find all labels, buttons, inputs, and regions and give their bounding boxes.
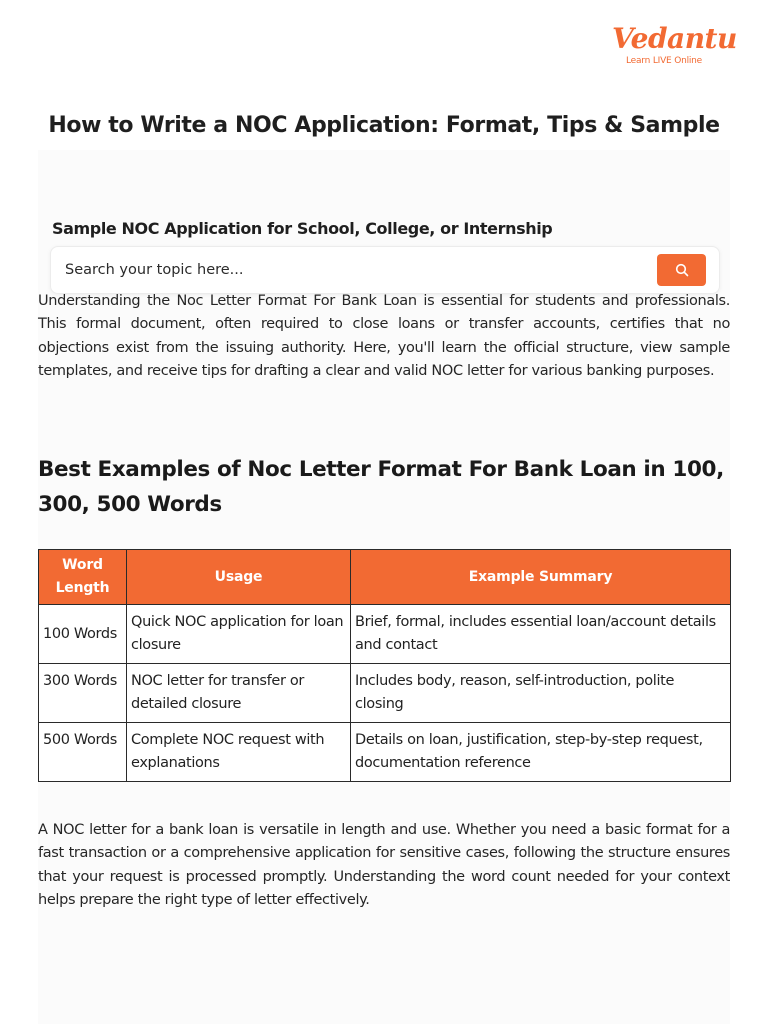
section-heading: Sample NOC Application for School, College, or Internship <box>52 219 553 238</box>
summary-cell: Details on loan, justification, step-by-step request, documentation reference <box>351 723 731 782</box>
usage-cell: Complete NOC request with explanations <box>127 723 351 782</box>
search-bar <box>50 246 720 294</box>
word-length-table <box>38 549 731 782</box>
summary-cell: Brief, formal, includes essential loan/account details and contact <box>351 605 731 664</box>
intro-paragraph: Understanding the Noc Letter Format For Bank Loan is essential for students and professionals. This formal document, often required to close loans or transfer accounts, certifies that no objections exist from the issuing authority. Here, you'll learn the official structure, view sample templates, and receive tips for drafting a clear and valid NOC letter for various banking purposes. <box>38 293 730 379</box>
outro-paragraph: A NOC letter for a bank loan is versatile in length and use. Whether you need a basic format for a fast transaction or a comprehensive application for sensitive cases, following the structure ensures that your request is processed promptly. Understanding the word count needed for your context helps prepare the right type of letter effectively. <box>38 822 730 908</box>
word-length-cell: 100 Words <box>39 605 127 664</box>
logo-tagline: Learn LIVE Online <box>626 56 703 66</box>
usage-cell: NOC letter for transfer or detailed closure <box>127 664 351 723</box>
table-row <box>39 723 731 782</box>
usage-cell: Quick NOC application for loan closure <box>127 605 351 664</box>
search-input[interactable] <box>65 255 625 285</box>
table-row <box>39 605 731 664</box>
search-button[interactable] <box>657 254 706 286</box>
logo-wordmark: Vedantu <box>612 22 737 55</box>
page-title: How to Write a NOC Application: Format, Tips & Sample <box>48 113 720 138</box>
vedantu-logo[interactable] <box>612 22 737 72</box>
table-header-row <box>39 550 731 605</box>
table-header-usage: Usage <box>127 550 351 605</box>
word-length-cell: 500 Words <box>39 723 127 782</box>
examples-heading: Best Examples of Noc Letter Format For Bank Loan in 100, 300, 500 Words <box>38 457 724 517</box>
search-icon <box>675 263 689 277</box>
summary-cell: Includes body, reason, self-introduction, polite closing <box>351 664 731 723</box>
table-row <box>39 664 731 723</box>
word-length-cell: 300 Words <box>39 664 127 723</box>
table-header-example-summary: Example Summary <box>351 550 731 605</box>
table-header-word-length: Word Length <box>39 550 127 605</box>
